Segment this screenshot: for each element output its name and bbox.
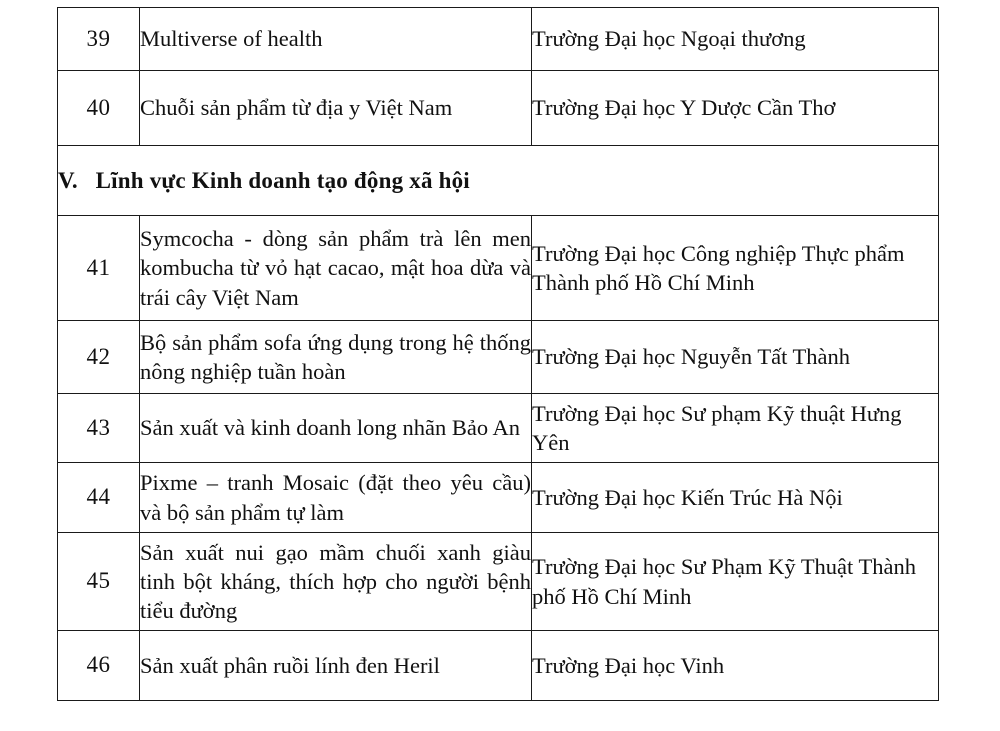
table-row [58, 216, 939, 321]
table-row [58, 394, 939, 463]
project-name-cell: Bộ sản phẩm sofa ứng dụng trong hệ thống nông nghiệp tuần hoàn [140, 321, 532, 394]
project-name-cell: Symcocha - dòng sản phẩm trà lên men kombucha từ vỏ hạt cacao, mật hoa dừa và trái cây Việt Nam [140, 216, 532, 321]
row-number-cell: 46 [58, 631, 140, 701]
institution-cell: Trường Đại học Nguyễn Tất Thành [532, 321, 939, 394]
table-row [58, 533, 939, 631]
row-number-cell: 39 [58, 8, 140, 71]
table-row [58, 321, 939, 394]
institution-cell: Trường Đại học Ngoại thương [532, 8, 939, 71]
project-name-cell: Sản xuất và kinh doanh long nhãn Bảo An [140, 394, 532, 463]
projects-table [57, 7, 939, 701]
institution-cell: Trường Đại học Kiến Trúc Hà Nội [532, 463, 939, 533]
table-row [58, 463, 939, 533]
project-name-cell: Multiverse of health [140, 8, 532, 71]
row-number-cell: 40 [58, 71, 140, 146]
project-name-cell: Sản xuất phân ruồi lính đen Heril [140, 631, 532, 701]
institution-cell: Trường Đại học Công nghiệp Thực phẩm Thành phố Hồ Chí Minh [532, 216, 939, 321]
projects-table-body [58, 8, 939, 701]
project-name-cell: Sản xuất nui gạo mầm chuối xanh giàu tinh bột kháng, thích hợp cho người bệnh tiểu đường [140, 533, 532, 631]
institution-cell: Trường Đại học Y Dược Cần Thơ [532, 71, 939, 146]
row-number-cell: 44 [58, 463, 140, 533]
institution-cell: Trường Đại học Sư Phạm Kỹ Thuật Thành phố Hồ Chí Minh [532, 533, 939, 631]
row-number-cell: 43 [58, 394, 140, 463]
section-header-row [58, 146, 939, 216]
table-row [58, 631, 939, 701]
row-number-cell: 42 [58, 321, 140, 394]
institution-cell: Trường Đại học Vinh [532, 631, 939, 701]
row-number-cell: 41 [58, 216, 140, 321]
row-number-cell: 45 [58, 533, 140, 631]
institution-cell: Trường Đại học Sư phạm Kỹ thuật Hưng Yên [532, 394, 939, 463]
project-name-cell: Chuỗi sản phẩm từ địa y Việt Nam [140, 71, 532, 146]
project-name-cell: Pixme – tranh Mosaic (đặt theo yêu cầu) và bộ sản phẩm tự làm [140, 463, 532, 533]
section-header-label: V. Lĩnh vực Kinh doanh tạo động xã hội [58, 146, 939, 216]
table-row [58, 71, 939, 146]
table-row [58, 8, 939, 71]
